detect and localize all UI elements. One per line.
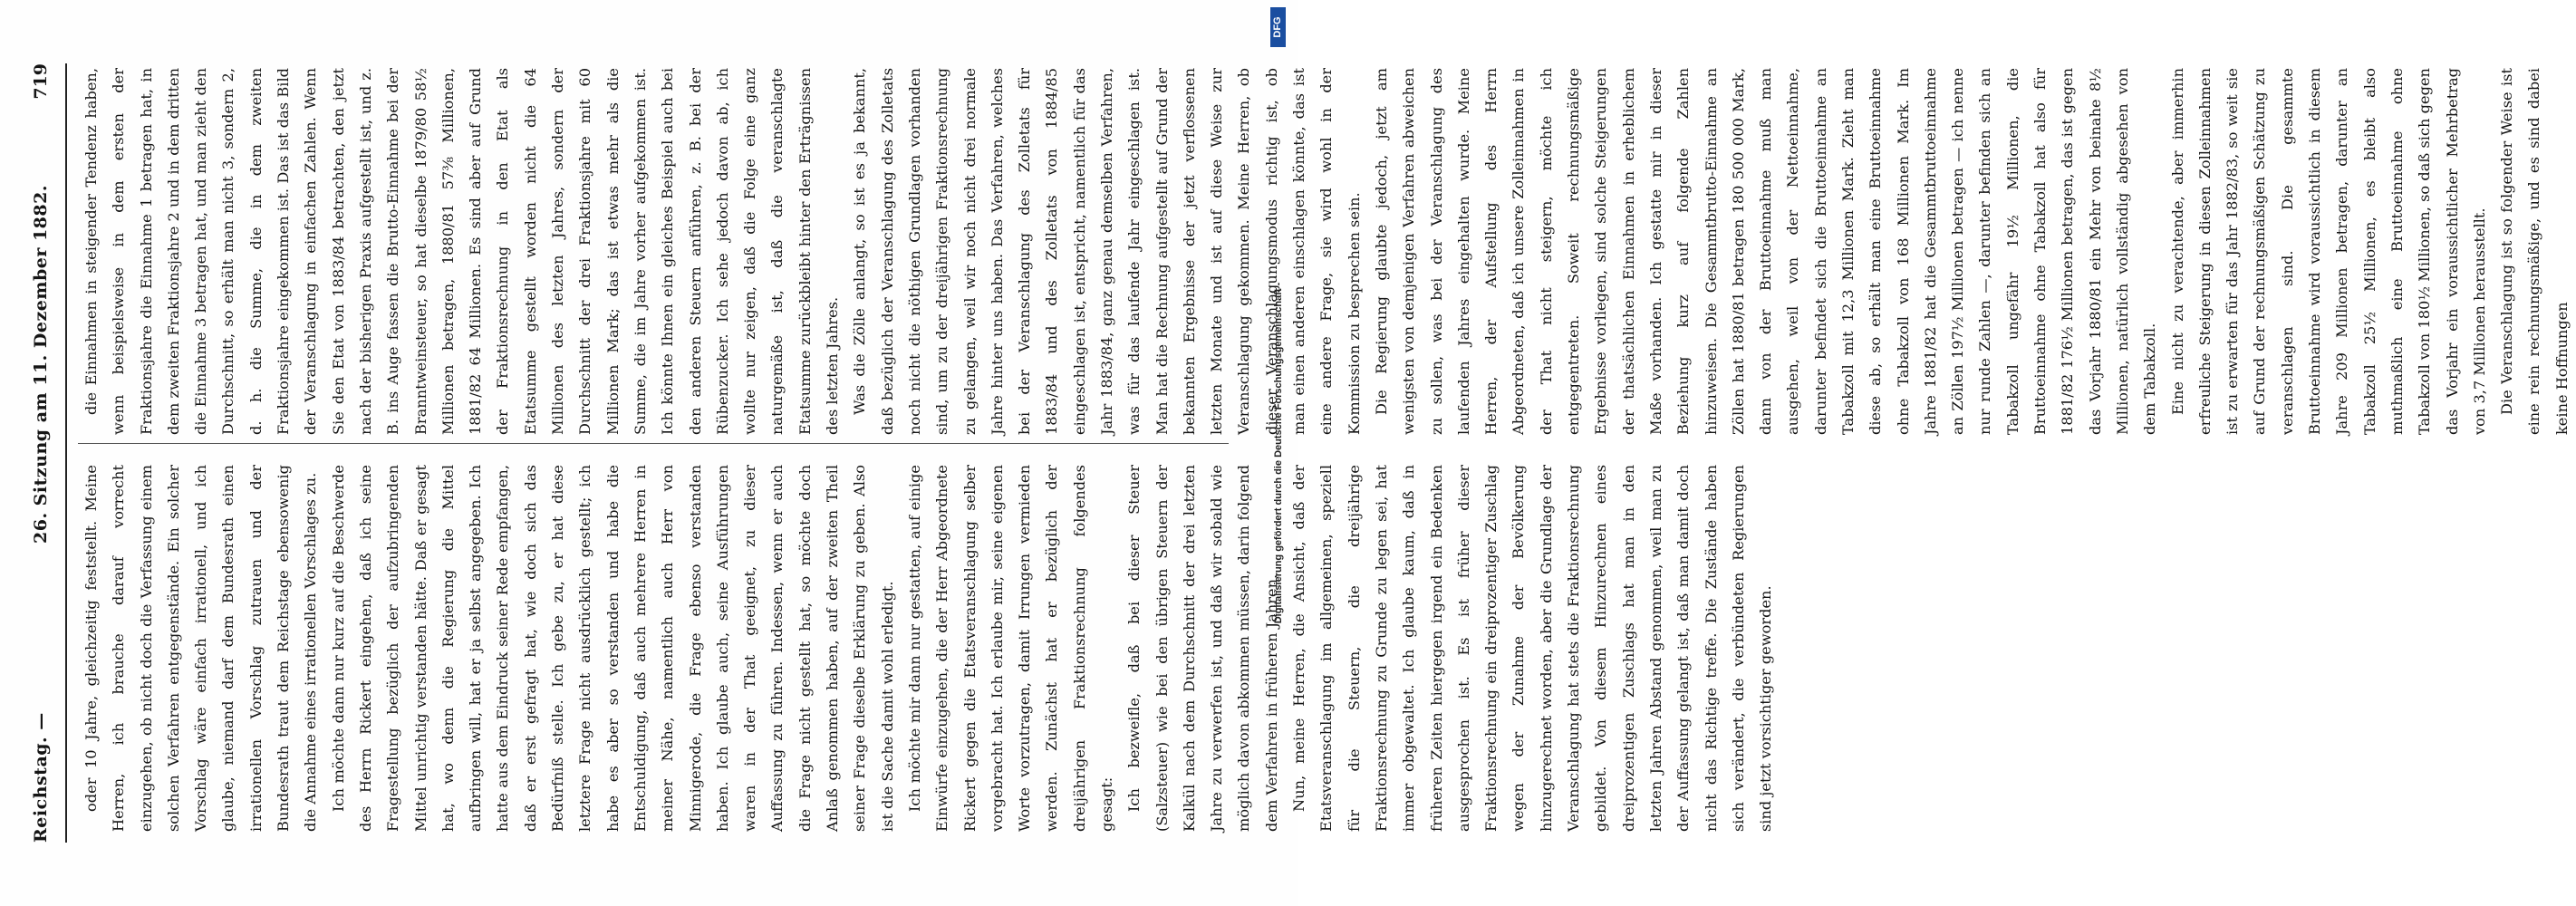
page-header <box>25 63 62 843</box>
right-column <box>78 68 2571 435</box>
paragraph: Ich möchte mir dann nur gestatten, auf einige Einwürfe einzugehen, die der Herr Abgeordnete Rickert gegen die Etatsveranschlagung selber vorgebracht hat. Ich erlaube mir, seine eigenen Worte vorzutragen, damit Irrungen vermieden werden. Zunächst hat er bezüglich der dreijährigen Fraktionsrechnung folgendes gesagt: <box>905 465 1115 832</box>
paragraph: Die Veranschlagung ist so folgender Weise ist eine rein rechnungsmäßige, und es sind dabei keine Hoffnungen <box>2498 68 2571 435</box>
paragraph: Nun, meine Herren, die Ansicht, daß der Etatsveranschlagung im allgemeinen, speziell für die Steuern, die dreijährige Fraktionsrechnung zu Grunde zu legen sei, hat immer obgewaltet. Ich glaube kaum, daß in früheren Zeiten hiergegen irgend ein Bedenken ausgesprochen ist. Es ist früher dieser Fraktionsrechnung ein dreiprozentiger Zuschlag wegen der Zunahme der Bevölkerung hinzugerechnet worden, aber die Grundlage der Veranschlagung hat stets die Fraktionsrechnung gebildet. Von diesem Hinzurechnen eines dreiprozentigen Zuschlags hat man in den letzten Jahren Abstand genommen, weil man zu der Auffassung gelangt ist, daß man damit doch nicht das Richtige treffe. Die Zustände haben sich verändert, die verbündeten Regierungen sind jetzt vorsichtiger geworden. <box>1290 465 1775 832</box>
column-divider <box>78 443 1229 444</box>
header-publication: Reichstag. — <box>31 712 51 843</box>
paragraph: Die Regierung glaubte jedoch, jetzt am wenigsten von demjenigen Verfahren abweichen zu sollen, was bei der Veranschlagung des laufenden Jahres eingehalten wurde. Meine Herren, der Aufstellung des Herrn Abgeordneten, daß ich unsere Zolleinnahmen in der That nicht steigern, möchte ich entgegentreten. Soweit rechnungsmäßige Ergebnisse vorliegen, sind solche Steigerungen der thatsächlichen Einnahmen in erheblichem Maße vorhanden. Ich gestatte mir in dieser Beziehung kurz auf folgende Zahlen hinzuweisen. Die Gesammtbrutto-Einnahme an Zöllen hat 1880/81 betragen 180 500 000 Mark, dann von der Bruttoeinnahme muß man ausgehen, weil von der Nettoeinnahme, darunter befindet sich die Bruttoeinnahme an Tabakzoll mit 12,3 Millionen Mark. Zieht man diese ab, so erhält man eine Bruttoeinnahme ohne Tabakzoll von 168 Millionen Mark. Im Jahre 1881/82 hat die Gesammtbruttoeinnahme an Zöllen 197½ Millionen betragen — ich nenne nur runde Zahlen —, darunter befinden sich an Tabakzoll ungefähr 19½ Millionen, die Bruttoeinnahme ohne Tabakzoll hat also für 1881/82 176½ Millionen betragen, das ist gegen das Vorjahr 1880/81 ein Mehr von beinahe 8½ Millionen, natürlich vollständig abgesehen von dem Tabakzoll. <box>1372 68 2159 435</box>
paragraph: Ich möchte dann nur kurz auf die Beschwerde des Herrn Rickert eingehen, daß ich seine Fragestellung bezüglich der aufzubringenden Mittel unrichtig verstanden hätte. Daß er gesagt hat, wo denn die Regierung die Mittel aufbringen will, hat er ja selbst angegeben. Ich hatte aus dem Eindruck seiner Rede empfangen, daß er erst gefragt hat, wie doch sich das Bedürfniß stelle. Ich gebe zu, er hat diese letztere Frage nicht ausdrücklich gestellt; ich habe es aber so verstanden und habe die Entschuldigung, daß auch mehrere Herren in meiner Nähe, namentlich auch Herr von Minnigerode, die Frage ebenso verstanden haben. Ich glaube auch, seine Ausführungen waren in der That geeignet, zu dieser Auffassung zu führen. Indessen, wenn er auch die Frage nicht gestellt hat, so möchte doch Anlaß genommen haben, auf der zweiten Theil seiner Frage dieselbe Erklärung zu geben. Also ist die Sache damit wohl erledigt. <box>329 465 896 832</box>
digitization-credit: Digitalisierung gefördert durch die Deutsche Forschungsgemeinschaft - <box>1273 282 1284 624</box>
dfg-logo: DFG <box>1270 7 1286 47</box>
quoted-paragraph: Ich bezweifle, daß bei dieser Steuer (Salzsteuer) wie bei den übrigen Steuern der Kalkül nach dem Durchschnitt der drei letzten Jahre zu verwerfen ist, und daß wir sobald wie möglich davon abkommen müssen, darin folgend dem Verfahren in früheren Jahren. <box>1125 465 1280 832</box>
page-number: 719 <box>31 63 51 100</box>
paragraph: Was die Zölle anlangt, so ist es ja bekannt, daß bezüglich der Veranschlagung des Zolletats noch nicht die nöthigen Grundlagen vorhanden sind, um zu der dreijährigen Fraktionsrechnung zu gelangen, weil wir noch nicht drei normale Jahre hinter uns haben. Das Verfahren, welches bei der Veranschlagung des Zolletats für 1883/84 und des Zolletats von 1884/85 eingeschlagen ist, entspricht, namentlich für das Jahr 1883/84, ganz genau demselben Verfahren, was für das laufende Jahr eingeschlagen ist. Man hat die Rechnung aufgestellt auf Grund der bekannten Ergebnisse der jetzt verflossenen letzten Monate und ist auf diese Weise zur Veranschlagung gekommen. Meine Herren, ob dieser Veranschlagungsmodus richtig ist, ob man einen anderen einschlagen könnte, das ist eine andere Frage, sie wird wohl in der Kommission zu besprechen sein. <box>851 68 1363 435</box>
paragraph: die Einnahmen in steigender Tendenz haben, wenn beispielsweise in dem ersten der Fraktionsjahre die Einnahme 1 betragen hat, in dem zweiten Fraktionsjahre 2 und in dem dritten die Einnahme 3 betragen hat, und man zieht den Durchschnitt, so erhält man nicht 3, sondern 2, d. h. die Summe, die in dem zweiten Fraktionsjahre eingekommen ist. Das ist das Bild der Veranschlagung in einfachen Zahlen. Wenn Sie den Etat von 1883/84 betrachten, den jetzt nach der bisherigen Praxis aufgestellt ist, und z. B. ins Auge fassen die Brutto-Einnahme bei der Branntweinsteuer, so hat dieselbe 1879/80 58½ Millionen betragen, 1880/81 57⅜ Millionen, 1881/82 64 Millionen. Es sind aber auf Grund der Fraktionsrechnung in den Etat als Etatsumme gestellt worden nicht die 64 Millionen des letzten Jahres, sondern der Durchschnitt der drei Fraktionsjahre mit 60 Millionen Mark; das ist etwas mehr als die Summe, die im Jahre vorher aufgekommen ist. Ich könnte Ihnen ein gleiches Beispiel auch bei den anderen Steuern anführen, z. B. bei der Rübenzucker. Ich sehe jedoch davon ab, ich wollte nur zeigen, daß die Folge eine ganz naturgemäße ist, daß die veranschlagte Etatsumme zurückbleibt hinter den Erträgnissen des letzten Jahres. <box>82 68 842 435</box>
paragraph: Eine nicht zu verachtende, aber immerhin erfreuliche Steigerung in diesen Zolleinnahmen ist zu erwarten für das Jahr 1882/83, so weit sie auf Grund der rechnungsmäßigen Schätzung zu veranschlagen sind. Die gesammte Bruttoeinnahme wird voraussichtlich in diesem Jahre 209 Millionen betragen, darunter an Tabakzoll 25½ Millionen, es bleibt also muthmaßlich eine Bruttoeinnahme ohne Tabakzoll von 180½ Millionen, so daß sich gegen das Vorjahr ein voraussichtlicher Mehrbetrag von 3,7 Millionen herausstellt. <box>2168 68 2488 435</box>
left-column <box>78 465 1775 832</box>
paragraph: oder 10 Jahre, gleichzeitig feststellt. Meine Herren, ich brauche darauf vorrecht einzugehen, ob nicht doch die Verfassung einem solchen Verfahren entgegenstände. Ein solcher Vorschlag wäre einfach irrationell, und ich glaube, niemand darf dem Bundesrath einen irrationellen Vorschlag zutrauen und der Bundesrath traut dem Reichstage ebensowenig die Annahme eines irrationellen Vorschlages zu. <box>82 465 320 832</box>
header-session: 26. Sitzung am 11. Dezember 1882. <box>31 185 51 544</box>
header-rule <box>65 63 67 843</box>
